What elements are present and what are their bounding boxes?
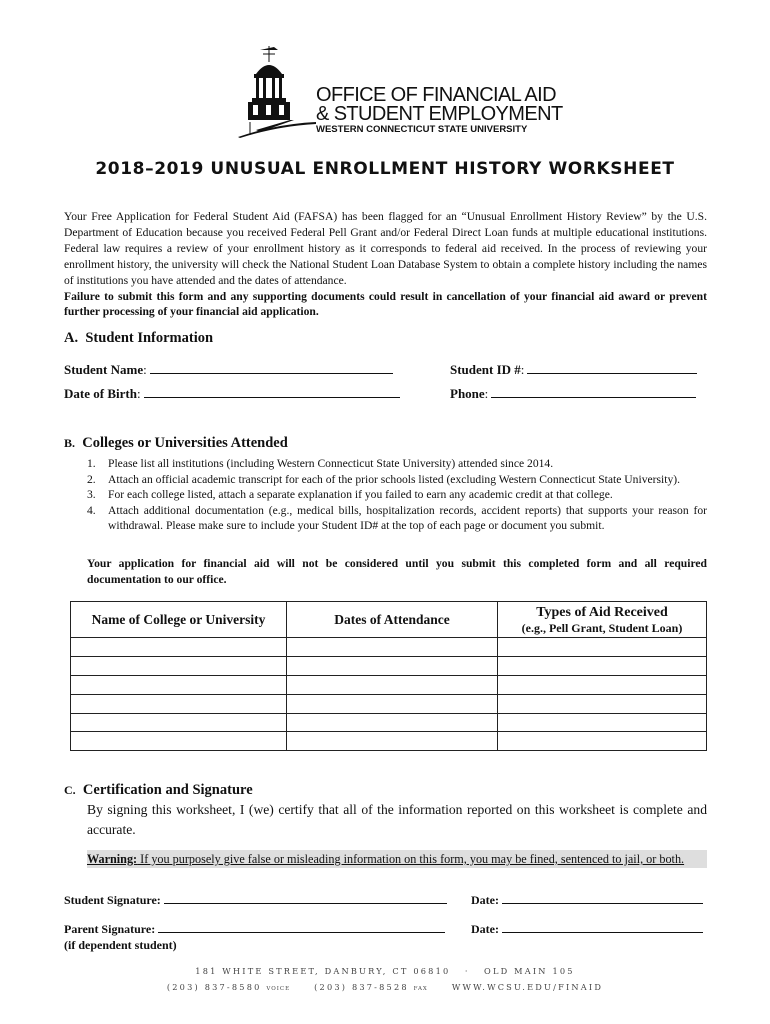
table-cell[interactable] [287,713,498,732]
footer-street: 181 WHITE STREET, DANBURY, CT 06810 [195,966,451,976]
table-cell[interactable] [498,694,707,713]
date-of-birth-field[interactable]: Date of Birth: [64,386,400,402]
table-cell[interactable] [71,675,287,694]
student-id-field[interactable]: Student ID #: [450,362,697,378]
table-cell[interactable] [498,732,707,751]
table-row [71,713,707,732]
parent-date-line[interactable] [502,923,703,933]
colleges-table [70,601,707,751]
table-cell[interactable] [287,656,498,675]
page-title: 2018–2019 UNUSUAL ENROLLMENT HISTORY WORKSHEET [95,159,675,179]
footer-contact [0,982,770,992]
footer-separator: · [464,966,470,976]
submission-note: Your application for financial aid will not be considered until you submit this completed form and all required documentation to our office. [87,557,707,586]
parent-date-field[interactable] [471,922,703,937]
logo-office-title: OFFICE OF FINANCIAL AID [316,84,556,106]
student-signature-line[interactable] [164,894,447,904]
table-cell[interactable] [71,713,287,732]
section-c-heading [64,782,253,799]
student-name-label: Student Name [64,362,144,377]
parent-signature-line[interactable] [158,923,445,933]
footer-address [0,966,770,976]
table-cell[interactable] [287,732,498,751]
section-c-letter: C. [64,783,76,797]
table-cell[interactable] [287,694,498,713]
list-item: 3. For each college listed, attach a separate explanation if you failed to earn any academic credit at that college. [87,488,613,502]
fraud-warning [87,850,707,868]
table-cell[interactable] [71,656,287,675]
footer-fax-number: (203) 837-8528 [314,982,409,992]
table-header-row [71,602,707,638]
date-of-birth-label: Date of Birth [64,386,137,401]
parent-dependent-note: (if dependent student) [64,938,177,952]
student-id-input-line[interactable] [527,362,697,374]
instructions-list [87,456,707,534]
phone-label: Phone [450,386,485,401]
office-logo [236,40,563,138]
certification-statement: By signing this worksheet, I (we) certify that all of the information reported on this worksheet is complete and accurate. [87,802,707,837]
section-c-title: Certification and Signature [82,782,253,798]
table-row [71,675,707,694]
table-cell[interactable] [71,638,287,657]
table-cell[interactable] [498,713,707,732]
section-a-title: Student Information [85,330,214,346]
student-date-line[interactable] [502,894,703,904]
footer-voice-label: VOICE [266,986,291,992]
parent-signature-field[interactable] [64,922,445,937]
table-cell[interactable] [71,694,287,713]
list-item: 1. Please list all institutions (including Western Connecticut State University) attended since 2014. [87,457,554,470]
phone-input-line[interactable] [491,386,696,398]
col-aid-types [498,602,707,638]
student-signature-label: Student Signature: [64,893,161,907]
table-row [71,638,707,657]
intro-failure-warning: Failure to submit this form and any supporting documents could result in cancellation of your financial aid award or prevent further processing of your financial aid application. [64,289,707,319]
parent-date-label: Date: [471,922,499,936]
footer-office: OLD MAIN 105 [484,966,575,976]
student-date-field[interactable] [471,893,703,908]
logo-university-name: WESTERN CONNECTICUT STATE UNIVERSITY [316,124,528,135]
table-cell[interactable] [498,656,707,675]
table-cell[interactable] [287,675,498,694]
table-cell[interactable] [498,638,707,657]
student-date-label: Date: [471,893,499,907]
footer-website-link[interactable]: WWW.WCSU.EDU/FINAID [451,982,604,992]
table-row [71,732,707,751]
section-b-heading [64,435,288,452]
parent-signature-label: Parent Signature: [64,922,156,936]
col-dates-attendance: Dates of Attendance [287,602,498,638]
table-cell[interactable] [71,732,287,751]
cupola-tower-icon [236,40,316,138]
table-cell[interactable] [498,675,707,694]
list-item: 4. Attach additional documentation (e.g., medical bills, hospitalization records, accident reports) that supports your reason for withdrawal. Please make sure to include your Student ID# at the top of each page or document you submit. [87,503,707,533]
section-b-letter: B. [64,436,76,450]
table-row [71,694,707,713]
warning-text: If you purposely give false or misleading information on this form, you may be fined, sentenced to jail, or both. [137,852,685,866]
student-name-field[interactable]: Student Name: [64,362,393,378]
col-aid-types-example: (e.g., Pell Grant, Student Loan) [521,620,683,635]
col-college-name: Name of College or University [71,602,287,638]
intro-paragraph: Your Free Application for Federal Student Aid (FAFSA) has been flagged for an “Unusual Enrollment History Review” by the U.S. Department of Education because you received Federal Pell Grant and/or Federal Direct Loan funds at multiple educational institutions. Federal law requires a review of your enrollment history as it corresponds to federal aid received. In the process of reviewing your enrollment history, the university will check the National Student Loan Database System to obtain a complete history including the names of institutions you have attended and the dates of attendance. [64,210,707,287]
logo-office-subtitle: & STUDENT EMPLOYMENT [316,103,563,125]
phone-field[interactable]: Phone: [450,386,696,402]
table-cell[interactable] [287,638,498,657]
date-of-birth-input-line[interactable] [144,386,400,398]
section-a-heading [64,330,213,347]
student-signature-field[interactable] [64,893,447,908]
col-aid-types-title: Types of Aid Received [536,604,668,620]
student-id-label: Student ID # [450,362,521,377]
student-name-input-line[interactable] [150,362,393,374]
warning-label: Warning: [87,852,138,866]
footer-fax-label: FAX [413,986,428,992]
table-row [71,656,707,675]
footer-voice-number: (203) 837-8580 [166,982,262,992]
intro-text [64,209,707,320]
list-item: 2. Attach an official academic transcript for each of the prior schools listed (excluding Western Connecticut State University). [87,472,681,486]
section-b-title: Colleges or Universities Attended [82,435,288,451]
section-a-letter: A. [64,330,79,346]
